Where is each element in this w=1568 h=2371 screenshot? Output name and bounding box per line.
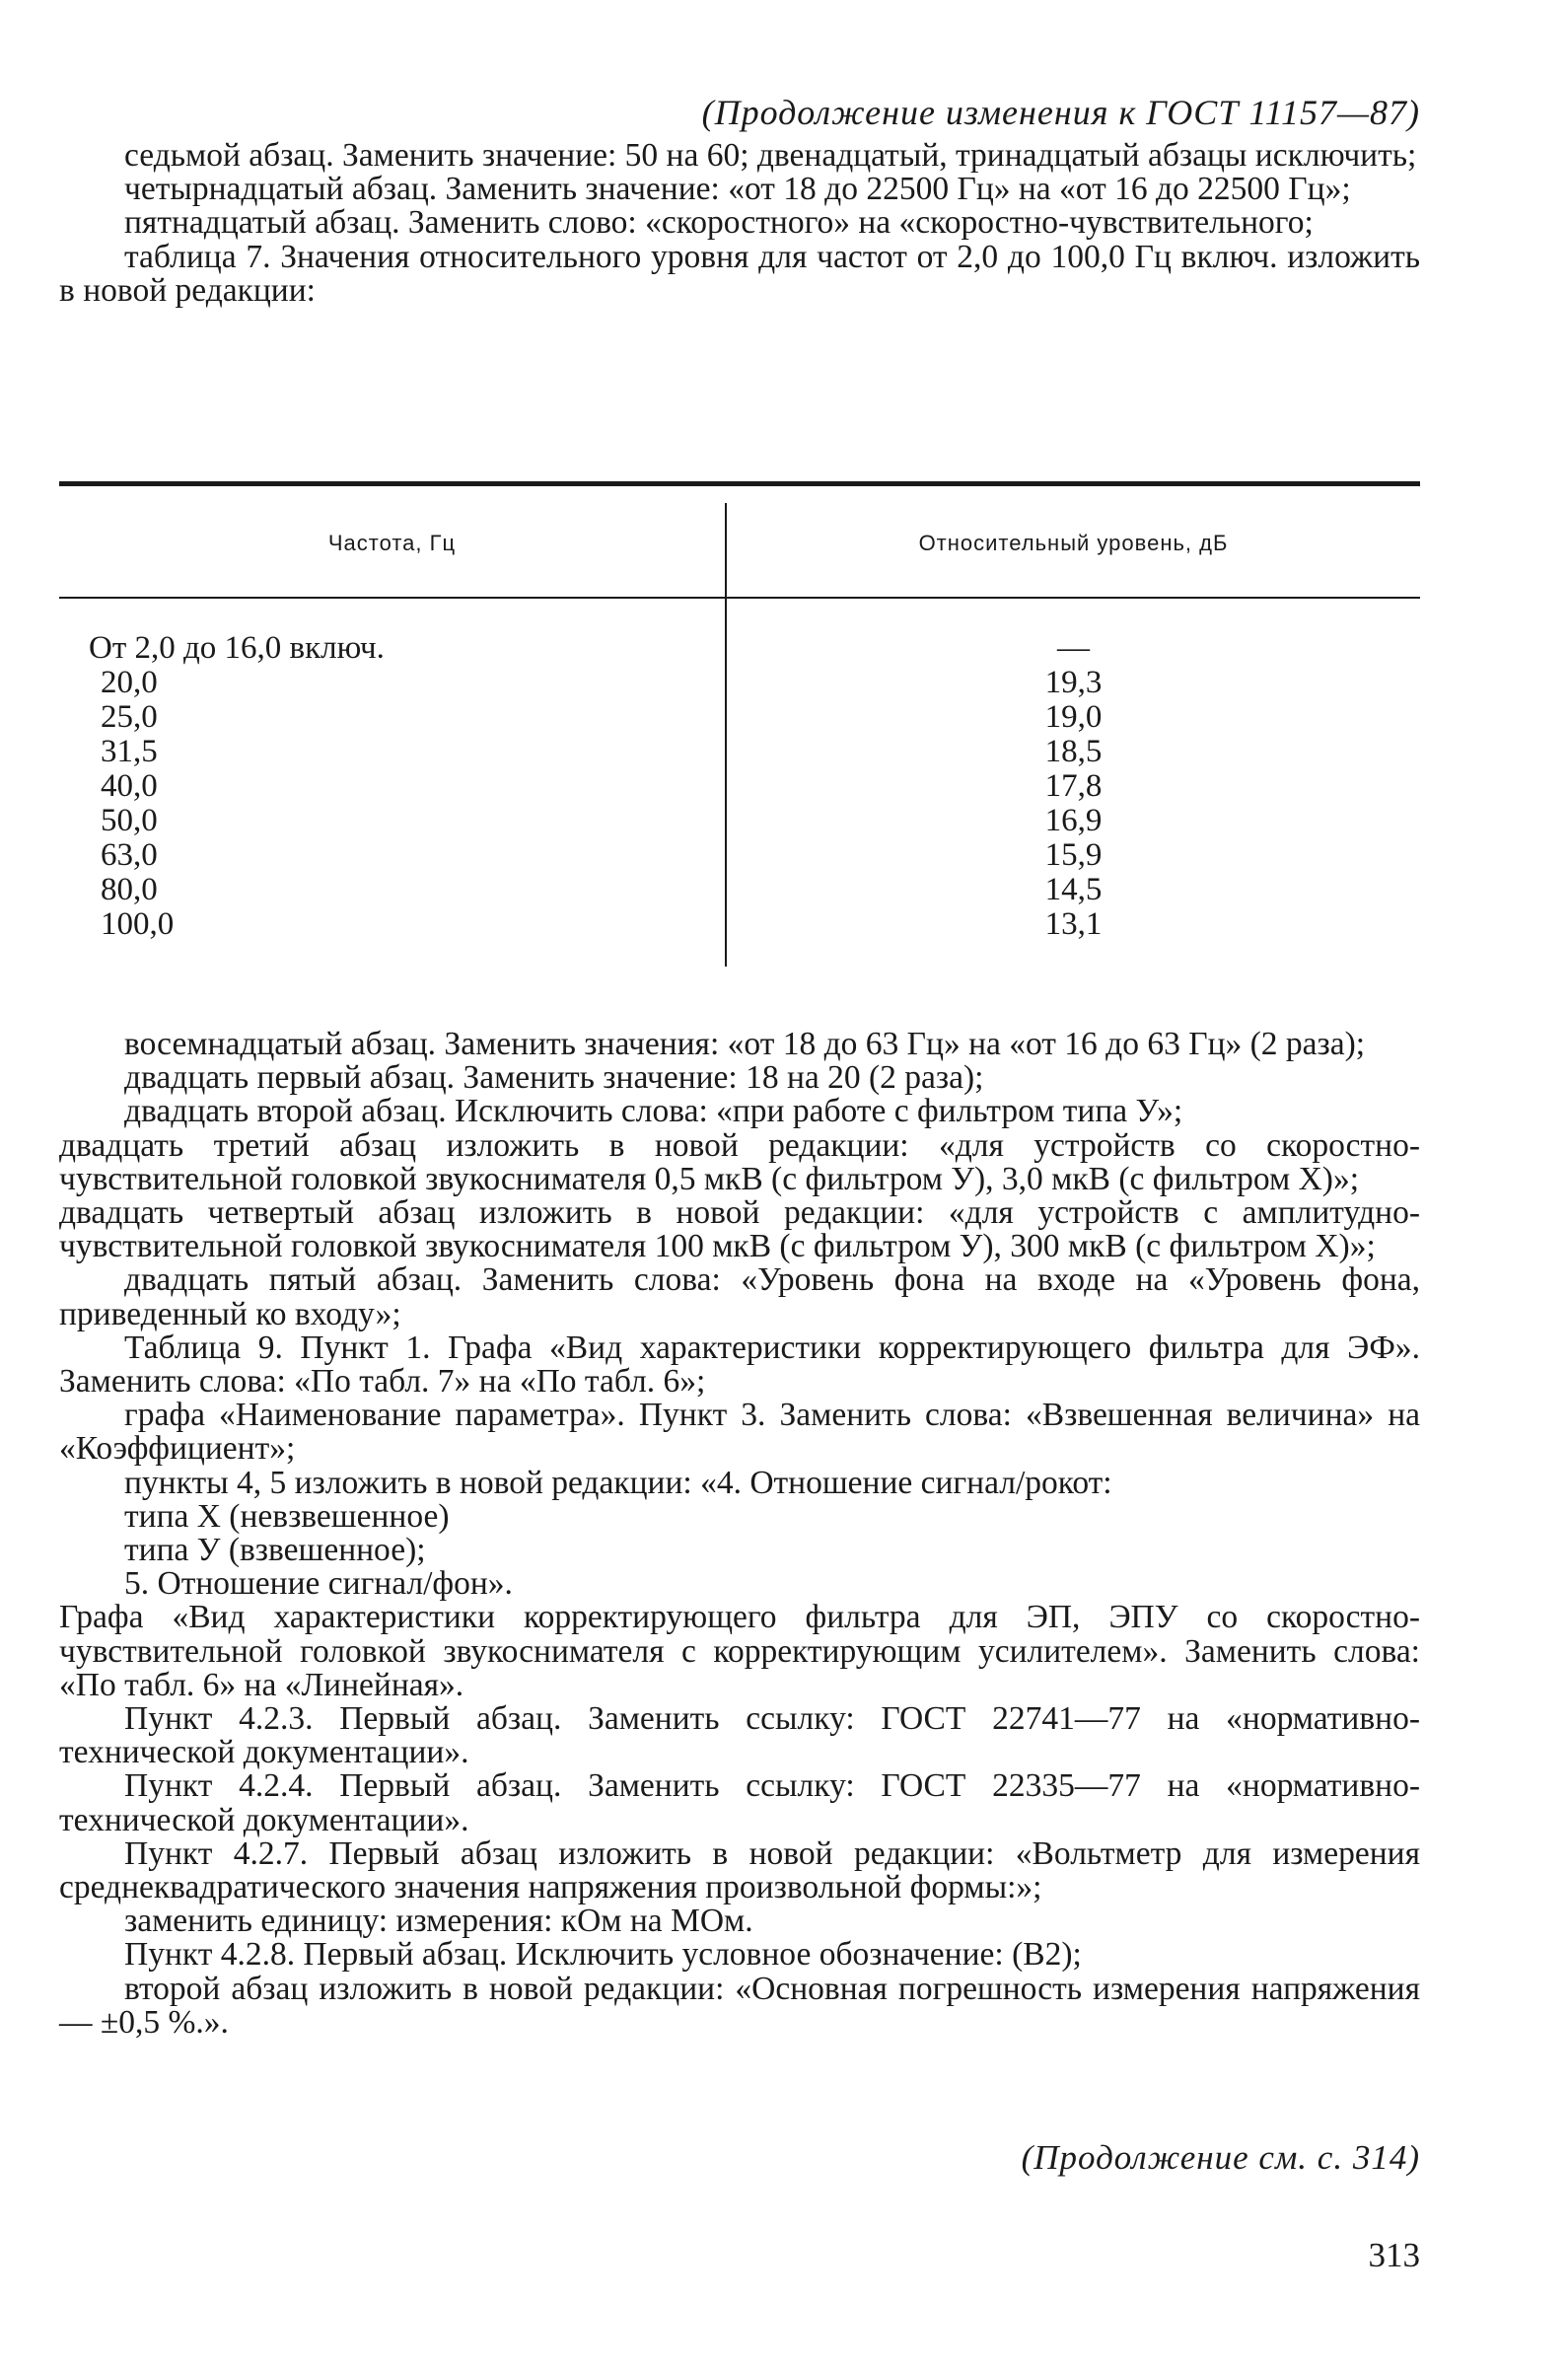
body-paragraph: Пункт 4.2.7. Первый абзац изложить в новой редакции: «Вольтметр для измерения среднеквадратического значения напряжения произвольной формы:»; [59, 1834, 1420, 1906]
table-cell-frequency: 40,0 [101, 768, 158, 804]
table-cell-frequency: 20,0 [101, 665, 158, 700]
body-paragraph: двадцать четвертый абзац изложить в новой редакции: «для устройств с амплитудно-чувствительной головкой звукоснимателя 100 мкВ (с фильтром У), 300 мкВ (с фильтром Х)»; [59, 1194, 1420, 1265]
intro-paragraph: таблица 7. Значения относительного уровня для частот от 2,0 до 100,0 Гц включ. изложить в новой редакции: [59, 238, 1420, 309]
table-cell-level: 19,0 [1044, 699, 1103, 735]
level-column [727, 631, 1420, 942]
body-paragraph: двадцать пятый абзац. Заменить слова: «Уровень фона на входе на «Уровень фона, приведенный ко входу»; [59, 1261, 1420, 1332]
body-paragraph: заменить единицу: измерения: кОм на МОм. [124, 1903, 753, 1940]
table-cell-frequency: От 2,0 до 16,0 включ. [89, 630, 385, 666]
table-cell-level: 19,3 [1044, 665, 1103, 700]
body-paragraph: двадцать второй абзац. Исключить слова: «при работе с фильтром типа У»; [124, 1093, 1183, 1130]
intro-paragraph: пятнадцатый абзац. Заменить слово: «скоростного» на «скоростно-чувствительного; [124, 204, 1314, 242]
body-paragraph: пункты 4, 5 изложить в новой редакции: «4. Отношение сигнал/рокот: [124, 1464, 1112, 1501]
body-paragraph: Таблица 9. Пункт 1. Графа «Вид характеристики корректирующего фильтра для ЭФ». Заменить слова: «По табл. 7» на «По табл. 6»; [59, 1329, 1420, 1401]
page-header: (Продолжение изменения к ГОСТ 11157—87) [701, 93, 1420, 132]
body-paragraph: графа «Наименование параметра». Пункт 3. Заменить слова: «Взвешенная величина» на «Коэффициент»; [59, 1397, 1420, 1468]
table-header-level: Относительный уровень, дБ [918, 531, 1229, 555]
body-paragraph: типа X (невзвешенное) [124, 1497, 450, 1535]
table-cell-frequency: 63,0 [101, 837, 158, 873]
table-cell-level: 15,9 [1044, 837, 1103, 873]
table-cell-frequency: 50,0 [101, 803, 158, 838]
intro-paragraph: седьмой абзац. Заменить значение: 50 на 60; двенадцатый, тринадцатый абзацы исключить; [124, 137, 1417, 174]
body-paragraph: типа У (взвешенное); [124, 1532, 426, 1569]
body-paragraph: Пункт 4.2.8. Первый абзац. Исключить условное обозначение: (В2); [124, 1936, 1082, 1974]
body-paragraph: Графа «Вид характеристики корректирующего фильтра для ЭП, ЭПУ со скоростно-чувствительной головкой звукоснимателя с корректирующим усилителем». Заменить слова: «По табл. 6» на «Линейная». [59, 1599, 1420, 1703]
table-cell-frequency: 25,0 [101, 699, 158, 735]
table-cell-frequency: 31,5 [101, 734, 158, 769]
table-cell-level: 14,5 [1044, 872, 1103, 907]
body-paragraph: 5. Отношение сигнал/фон». [124, 1565, 513, 1603]
body-paragraph: двадцать третий абзац изложить в новой редакции: «для устройств со скоростно-чувствительной головкой звукоснимателя 0,5 мкВ (с фильтром У), 3,0 мкВ (с фильтром Х)»; [59, 1126, 1420, 1197]
body-paragraph: двадцать первый абзац. Заменить значение: 18 на 20 (2 раза); [124, 1059, 984, 1097]
body-paragraph: Пункт 4.2.4. Первый абзац. Заменить ссылку: ГОСТ 22335—77 на «нормативно-технической документации». [59, 1767, 1420, 1838]
table-header-frequency: Частота, Гц [327, 531, 457, 555]
table-cell-level: 16,9 [1044, 803, 1103, 838]
table-cell-level: 17,8 [1044, 768, 1103, 804]
frequency-column [89, 631, 385, 942]
continuation-note: (Продолжение см. с. 314) [1021, 2138, 1420, 2177]
body-text [59, 1028, 1420, 2040]
table-header-rule [59, 597, 1420, 599]
table-cell-frequency: 80,0 [101, 872, 158, 907]
table-cell-level: 18,5 [1044, 734, 1103, 769]
table-cell-frequency: 100,0 [101, 906, 175, 942]
table-cell-level: 13,1 [1044, 906, 1103, 942]
intro-text [59, 139, 1420, 308]
table-top-rule [59, 481, 1420, 486]
body-paragraph: второй абзац изложить в новой редакции: «Основная погрешность измерения напряжения — ±0,5 %.». [59, 1970, 1420, 2041]
table-cell-level: — [1057, 630, 1090, 666]
body-paragraph: восемнадцатый абзац. Заменить значения: «от 18 до 63 Гц» на «от 16 до 63 Гц» (2 раза); [124, 1026, 1366, 1062]
frequency-table [59, 481, 1420, 970]
body-paragraph: Пункт 4.2.3. Первый абзац. Заменить ссылку: ГОСТ 22741—77 на «нормативно-технической документации». [59, 1700, 1420, 1771]
intro-paragraph: четырнадцатый абзац. Заменить значение: «от 18 до 22500 Гц» на «от 16 до 22500 Гц»; [124, 171, 1351, 208]
page-number: 313 [1368, 2236, 1420, 2274]
